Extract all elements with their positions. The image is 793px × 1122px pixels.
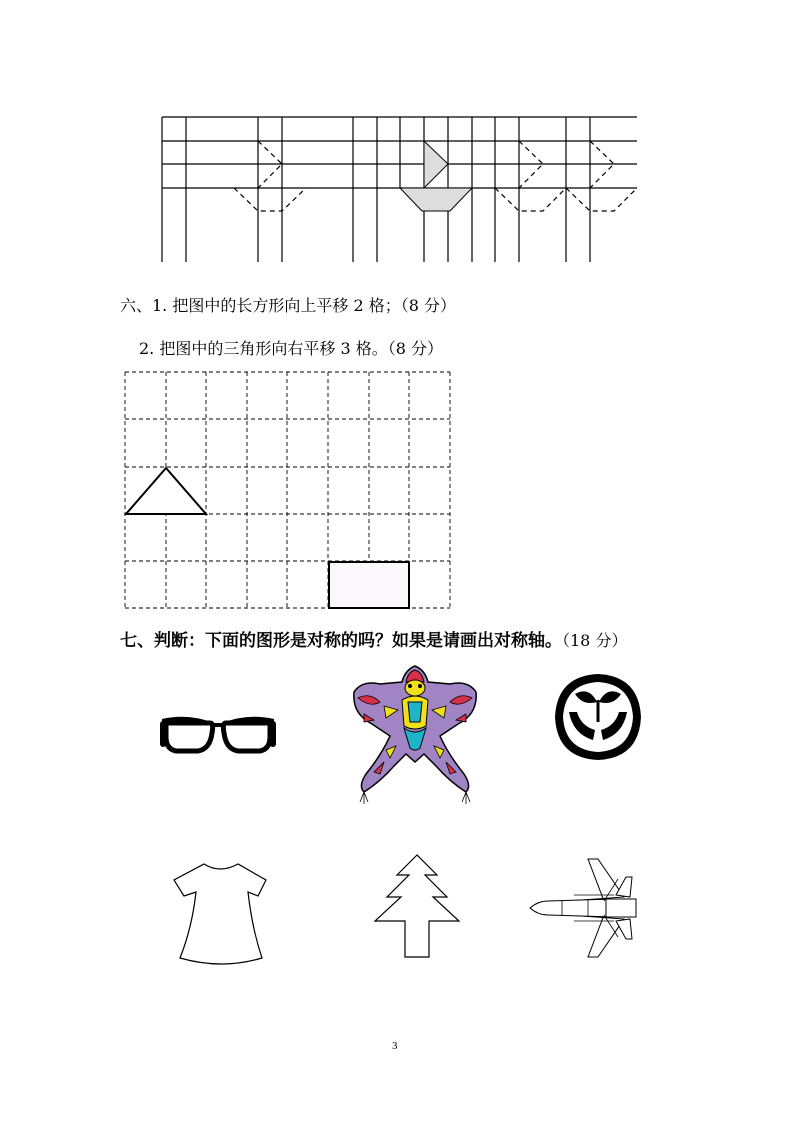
glasses-icon: [158, 711, 278, 761]
rectangle-shape: [329, 562, 409, 608]
translation-strip-figure: [0, 0, 793, 270]
section-7-heading: 七、判断：下面的图形是对称的吗？如果是请画出对称轴。（18 分）: [120, 631, 628, 651]
jet-plane-icon: [528, 857, 648, 967]
question-6-2: 2. 把图中的三角形向右平移 3 格。（8 分）: [139, 339, 443, 358]
dashed-grid-figure: [0, 360, 793, 620]
dress-icon: [168, 858, 278, 968]
question-6-1: 六、1. 把图中的长方形向上平移 2 格；（8 分）: [120, 296, 456, 315]
hands-sprout-emblem-icon: [553, 672, 643, 762]
page-number: 3: [392, 1040, 398, 1052]
tree-icon: [367, 853, 467, 963]
swallow-kite-icon: [350, 662, 480, 812]
triangle-shape: [126, 468, 206, 514]
